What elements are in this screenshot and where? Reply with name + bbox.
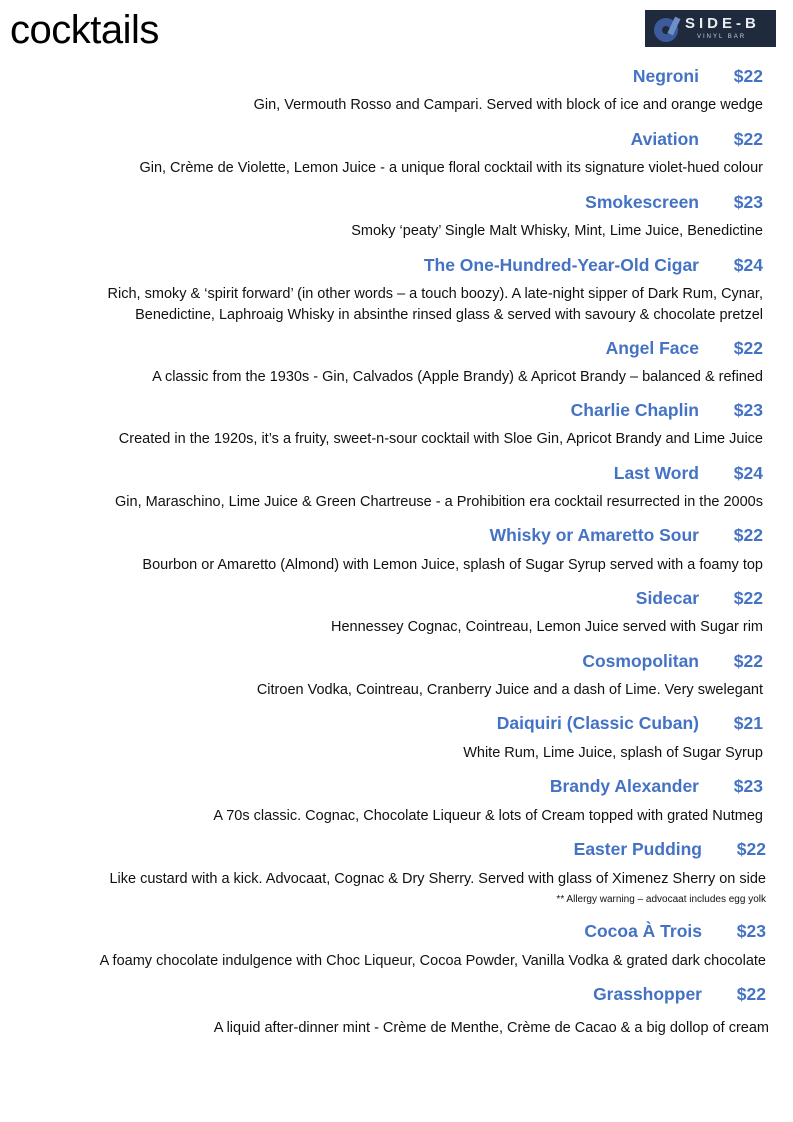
item-heading — [424, 252, 763, 278]
item-name: Angel Face — [605, 337, 699, 358]
item-price: $22 — [733, 65, 763, 86]
item-heading — [585, 189, 763, 215]
item-description: Like custard with a kick. Advocaat, Cognac & Dry Sherry. Served with glass of Ximenez Sherry on side — [109, 871, 766, 887]
logo-text: SIDE-B — [685, 15, 760, 32]
item-name: Charlie Chaplin — [570, 399, 699, 420]
item-heading — [631, 126, 763, 152]
item-description: Gin, Crème de Violette, Lemon Juice - a unique floral cocktail with its signature violet-hued colour — [139, 160, 763, 176]
item-heading — [636, 585, 763, 611]
item-heading — [614, 460, 763, 486]
item-price: $22 — [736, 983, 766, 1004]
item-price: $24 — [733, 462, 763, 483]
item-name: Brandy Alexander — [549, 775, 699, 796]
item-price: $22 — [733, 587, 763, 608]
item-price: $24 — [733, 254, 763, 275]
item-price: $22 — [733, 524, 763, 545]
item-description: Rich, smoky & ‘spirit forward’ (in other words – a touch boozy). A late-night sipper of Dark Rum, Cynar, Benedictine, Laphroaig Whisky in absinthe rinsed glass & served with savoury & chocolate pretzel — [107, 286, 763, 323]
item-description: A classic from the 1930s - Gin, Calvados (Apple Brandy) & Apricot Brandy – balanced & refined — [152, 369, 763, 385]
item-description: Hennessey Cognac, Cointreau, Lemon Juice served with Sugar rim — [331, 619, 763, 635]
item-name: Sidecar — [635, 587, 699, 608]
item-heading — [593, 981, 766, 1007]
item-name: Cocoa À Trois — [584, 920, 702, 941]
item-description: Gin, Vermouth Rosso and Campari. Served with block of ice and orange wedge — [253, 97, 763, 113]
allergy-note: ** Allergy warning – advocaat includes egg yolk — [556, 894, 766, 905]
item-description: A liquid after-dinner mint - Crème de Menthe, Crème de Cacao & a big dollop of cream — [213, 1020, 769, 1036]
item-description: Created in the 1920s, it’s a fruity, sweet-n-sour cocktail with Sloe Gin, Apricot Brandy and Lime Juice — [118, 431, 763, 447]
item-price: $22 — [733, 337, 763, 358]
item-name: The One-Hundred-Year-Old Cigar — [423, 254, 699, 275]
item-name: Smokescreen — [585, 191, 699, 212]
item-description: Bourbon or Amaretto (Almond) with Lemon Juice, splash of Sugar Syrup served with a foamy top — [142, 557, 763, 573]
item-price: $21 — [733, 712, 763, 733]
item-price: $23 — [733, 399, 763, 420]
item-heading — [550, 773, 763, 799]
item-heading — [490, 522, 763, 548]
item-price: $23 — [733, 191, 763, 212]
item-name: Whisky or Amaretto Sour — [489, 524, 699, 545]
item-heading — [582, 648, 763, 674]
brand-logo — [645, 10, 776, 47]
item-name: Cosmopolitan — [582, 650, 699, 671]
logo-subtext: VINYL BAR — [697, 34, 747, 40]
item-price: $22 — [733, 128, 763, 149]
item-name: Daiquiri (Classic Cuban) — [496, 712, 699, 733]
item-description: Gin, Maraschino, Lime Juice & Green Chartreuse - a Prohibition era cocktail resurrected in the 2000s — [115, 494, 763, 510]
item-name: Aviation — [630, 128, 699, 149]
item-heading — [574, 836, 766, 862]
item-name: Negroni — [632, 65, 699, 86]
vinyl-record-icon — [651, 14, 685, 44]
item-description: A foamy chocolate indulgence with Choc Liqueur, Cocoa Powder, Vanilla Vodka & grated dark chocolate — [99, 953, 766, 969]
item-name: Grasshopper — [593, 983, 702, 1004]
item-price: $23 — [733, 775, 763, 796]
item-name: Last Word — [613, 462, 699, 483]
item-heading — [584, 918, 766, 944]
item-heading — [497, 710, 763, 736]
item-price: $22 — [733, 650, 763, 671]
item-description: Smoky ‘peaty’ Single Malt Whisky, Mint, Lime Juice, Benedictine — [351, 223, 763, 239]
item-description: A 70s classic. Cognac, Chocolate Liqueur & lots of Cream topped with grated Nutmeg — [213, 808, 763, 824]
item-name: Easter Pudding — [573, 838, 702, 859]
item-heading — [606, 335, 763, 361]
item-heading — [571, 397, 763, 423]
item-heading — [633, 63, 763, 89]
item-price: $23 — [736, 920, 766, 941]
item-price: $22 — [736, 838, 766, 859]
item-description: Citroen Vodka, Cointreau, Cranberry Juice and a dash of Lime. Very swelegant — [256, 682, 763, 698]
item-description: White Rum, Lime Juice, splash of Sugar Syrup — [463, 745, 763, 761]
page-title: cocktails — [10, 8, 159, 52]
